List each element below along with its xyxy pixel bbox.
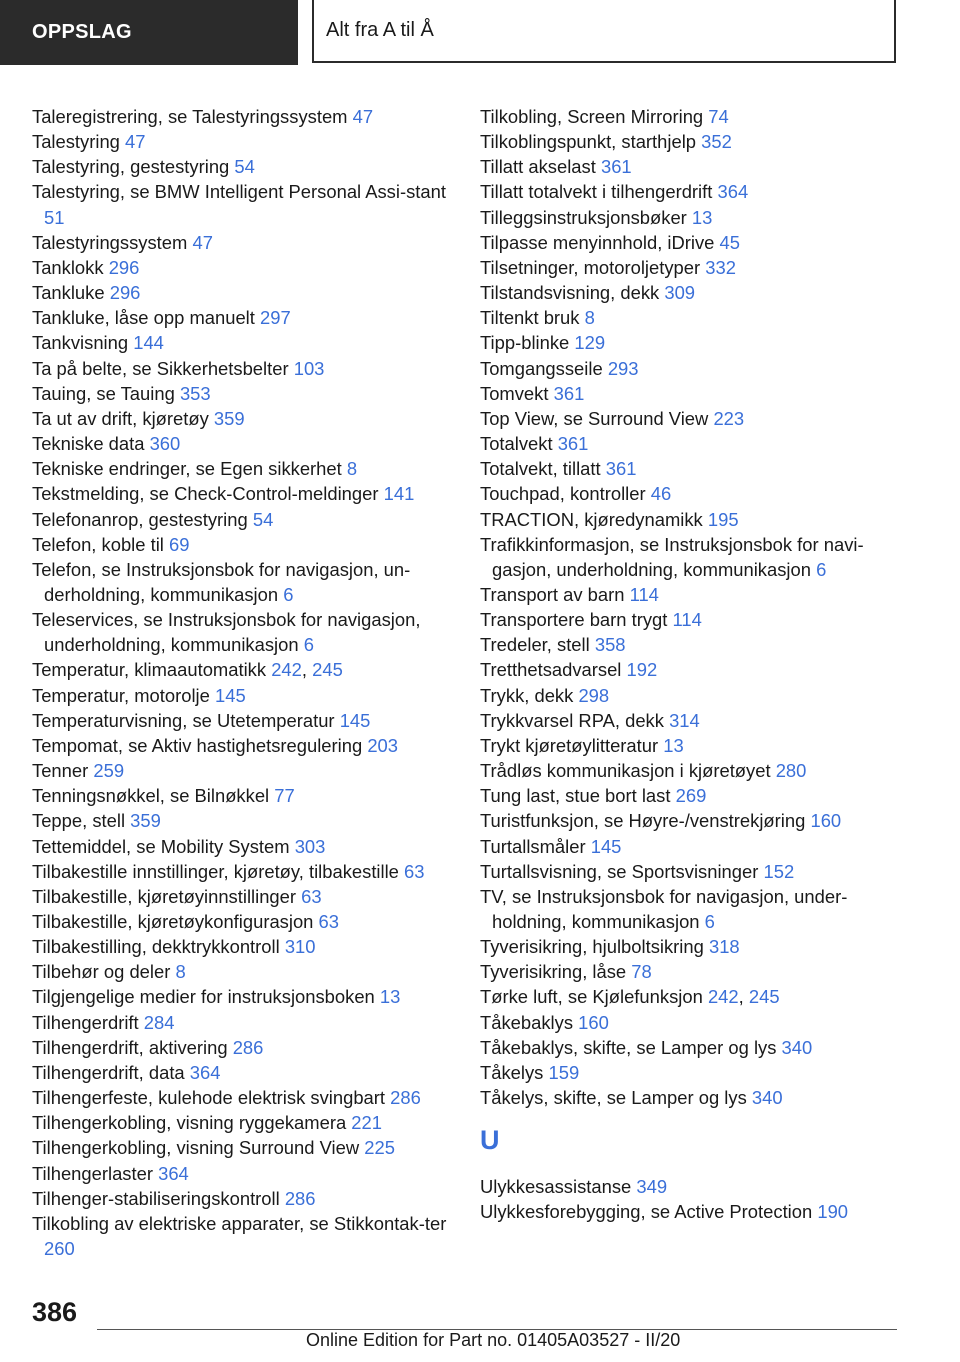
page-reference-link[interactable]: 114 bbox=[672, 609, 702, 631]
index-entry bbox=[32, 1035, 452, 1060]
index-entry-text: Teppe, stell bbox=[32, 810, 126, 832]
index-entry bbox=[32, 1135, 452, 1160]
page-reference-link[interactable]: 46 bbox=[650, 483, 672, 505]
page-reference-link[interactable]: 298 bbox=[578, 684, 610, 706]
page-reference-link[interactable]: 8 bbox=[346, 458, 358, 480]
page-reference-link[interactable]: 269 bbox=[675, 785, 707, 807]
index-entry-text: Trykt kjøretøylitteratur bbox=[480, 734, 659, 756]
index-entry-text: Tillatt totalvekt i tilhengerdrift bbox=[480, 181, 713, 203]
index-entry bbox=[480, 330, 900, 355]
edition-footer: Online Edition for Part no. 01405A03527 - II/20 bbox=[306, 1330, 681, 1350]
index-entry-text: Tilleggsinstruksjonsbøker bbox=[480, 206, 687, 228]
index-entry bbox=[32, 884, 452, 909]
page-reference-link[interactable]: 195 bbox=[707, 508, 739, 530]
index-entry-text: Tempomat, se Aktiv hastighetsregulering bbox=[32, 734, 363, 756]
index-entry-text: TRACTION, kjøredynamikk bbox=[480, 508, 703, 530]
page-reference-link[interactable]: 13 bbox=[379, 986, 401, 1008]
index-entry bbox=[480, 959, 900, 984]
index-entry bbox=[480, 758, 900, 783]
page-reference-link[interactable]: 6 bbox=[704, 911, 715, 932]
index-entry: Tørke luft, se Kjølefunksjon 242, 245 bbox=[480, 986, 780, 1008]
page-reference-link[interactable]: 63 bbox=[301, 885, 322, 907]
page-reference-link[interactable]: 47 bbox=[192, 231, 213, 253]
index-entry bbox=[32, 330, 452, 355]
index-entry-text: Tiltenkt bruk bbox=[480, 307, 580, 329]
index-entry bbox=[32, 607, 452, 657]
page-reference-link[interactable]: 359 bbox=[130, 810, 161, 832]
index-entry bbox=[480, 129, 900, 154]
index-entry-text: Tilbehør og deler bbox=[32, 961, 171, 983]
chapter-title: Alt fra A til Å bbox=[312, 0, 896, 63]
index-entry bbox=[32, 154, 452, 179]
index-entry: Temperatur, klimaautomatikk 242, 245 bbox=[32, 659, 343, 681]
page-reference-link[interactable]: 332 bbox=[705, 256, 736, 278]
page-reference-link[interactable]: 223 bbox=[713, 407, 745, 429]
page-reference-link[interactable]: 6 bbox=[283, 583, 294, 605]
index-entry bbox=[32, 179, 452, 229]
index-entry-text: Ta på belte, se Sikkerhetsbelter bbox=[32, 357, 289, 379]
page-reference-link[interactable]: 340 bbox=[751, 1087, 783, 1109]
index-entry-text: Telefon, koble til bbox=[32, 533, 164, 555]
index-entry-text: Tilbakestilling, dekktrykkontroll bbox=[32, 936, 280, 958]
index-entry bbox=[480, 179, 900, 204]
page-reference-link[interactable]: 340 bbox=[781, 1036, 813, 1058]
index-entry bbox=[32, 456, 452, 481]
page-reference-link[interactable]: 45 bbox=[719, 231, 741, 253]
page-reference-link[interactable]: 192 bbox=[626, 659, 658, 681]
page-reference-link[interactable]: 297 bbox=[260, 307, 291, 329]
index-entry-text: Tåkelys, skifte, se Lamper og lys bbox=[480, 1087, 747, 1109]
index-column-left bbox=[32, 104, 452, 1261]
index-entry bbox=[480, 205, 900, 230]
index-entry-text: Tekniske data bbox=[32, 433, 145, 455]
page-reference-link[interactable]: 358 bbox=[594, 634, 626, 656]
index-entry-text: Touchpad, kontroller bbox=[480, 483, 646, 505]
index-entry-text: Temperatur, klimaautomatikk bbox=[32, 659, 267, 681]
index-entry bbox=[480, 733, 900, 758]
index-entry bbox=[480, 406, 900, 431]
index-entry bbox=[32, 1060, 452, 1085]
index-entry-text: Tauing, se Tauing bbox=[32, 382, 175, 404]
page-reference-link[interactable]: 286 bbox=[284, 1187, 316, 1209]
index-entry-text: Tilbakestille innstillinger, kjøretøy, tilbakestille bbox=[32, 860, 399, 882]
index-entry-text: Trafikkinformasjon, se Instruksjonsbok for navi‐gasjon, underholdning, kommunikasjon bbox=[480, 533, 864, 580]
section-tab: OPPSLAG bbox=[0, 0, 298, 65]
page-reference-link[interactable]: 293 bbox=[607, 357, 639, 379]
index-entry bbox=[480, 305, 900, 330]
index-entry bbox=[480, 582, 900, 607]
page-reference-link[interactable]: 359 bbox=[213, 407, 245, 429]
index-entry-text: Trykk, dekk bbox=[480, 684, 574, 706]
index-entry bbox=[32, 859, 452, 884]
index-entry-text: Ulykkesforebygging, se Active Protection bbox=[480, 1201, 813, 1223]
index-entry-text: Tilhengerkobling, visning ryggekamera bbox=[32, 1112, 347, 1134]
index-entry bbox=[480, 657, 900, 682]
page-reference-link[interactable]: 353 bbox=[179, 382, 211, 404]
index-entry bbox=[32, 934, 452, 959]
index-entry bbox=[32, 783, 452, 808]
index-entry-text: Tankluke, låse opp manuelt bbox=[32, 307, 255, 329]
index-entry bbox=[480, 1060, 900, 1085]
page-reference-link[interactable]: 160 bbox=[810, 810, 842, 832]
index-entry-text: Talestyring, se BMW Intelligent Personal Assi‐stant bbox=[32, 181, 446, 203]
index-entry-text: Tilhengerfeste, kulehode elektrisk svingbart bbox=[32, 1087, 386, 1109]
index-entry bbox=[480, 808, 900, 833]
page-reference-link[interactable]: 63 bbox=[318, 911, 340, 932]
page-reference-link[interactable]: 310 bbox=[284, 936, 316, 958]
page-reference-link[interactable]: 245 bbox=[312, 659, 343, 681]
index-list-t-continued bbox=[480, 104, 900, 1110]
index-entry-text: Telefon, se Instruksjonsbok for navigasjon, un‐derholdning, kommunikasjon bbox=[32, 558, 411, 605]
index-entry-text: Trykkvarsel RPA, dekk bbox=[480, 709, 664, 731]
index-entry bbox=[32, 758, 452, 783]
index-entry bbox=[32, 959, 452, 984]
index-entry bbox=[32, 507, 452, 532]
index-entry bbox=[480, 632, 900, 657]
page-reference-link[interactable]: 360 bbox=[149, 433, 181, 455]
index-entry bbox=[32, 1161, 452, 1186]
page-reference-link[interactable]: 144 bbox=[133, 332, 164, 354]
page-reference-link[interactable]: 361 bbox=[557, 433, 589, 455]
index-entry-text: Tomgangsseile bbox=[480, 357, 603, 379]
index-entry-text: Tenner bbox=[32, 760, 89, 782]
index-entry-text: Talestyring bbox=[32, 131, 120, 153]
index-entry bbox=[32, 406, 452, 431]
page-reference-link[interactable]: 286 bbox=[232, 1036, 264, 1058]
index-entry bbox=[32, 557, 452, 607]
index-entry bbox=[480, 708, 900, 733]
index-entry bbox=[480, 1085, 900, 1110]
index-entry-text: Tomvekt bbox=[480, 382, 549, 404]
page-reference-link[interactable]: 280 bbox=[775, 760, 807, 782]
index-entry-text: Tretthetsadvarsel bbox=[480, 659, 622, 681]
page-reference-link[interactable]: 364 bbox=[717, 181, 749, 203]
index-entry-text: Ulykkesassistanse bbox=[480, 1176, 632, 1198]
index-entry bbox=[32, 733, 452, 758]
index-entry-text: Taleregistrering, se Talestyringssystem bbox=[32, 106, 348, 127]
index-entry-text: Tilhengerlaster bbox=[32, 1162, 153, 1184]
index-entry bbox=[480, 280, 900, 305]
page-reference-link[interactable]: 349 bbox=[636, 1176, 668, 1198]
index-entry-text: Tyverisikring, låse bbox=[480, 961, 627, 983]
index-entry-text: Tilbakestille, kjøretøyinnstillinger bbox=[32, 885, 297, 907]
index-entry-text: Ta ut av drift, kjøretøy bbox=[32, 407, 209, 429]
index-entry-text: Tung last, stue bort last bbox=[480, 785, 671, 807]
index-entry bbox=[480, 834, 900, 859]
index-entry-text: Talestyringssystem bbox=[32, 231, 188, 253]
page-reference-link[interactable]: 160 bbox=[578, 1011, 609, 1033]
page-reference-link[interactable]: 318 bbox=[708, 936, 740, 958]
page-reference-link[interactable]: 129 bbox=[574, 332, 606, 354]
page-reference-link[interactable]: 13 bbox=[691, 206, 713, 228]
index-list-u bbox=[480, 1174, 900, 1224]
index-entry-text: Temperatur, motorolje bbox=[32, 684, 210, 706]
page-reference-link[interactable]: 6 bbox=[816, 558, 827, 580]
index-entry-text: Top View, se Surround View bbox=[480, 407, 709, 429]
index-entry bbox=[480, 1174, 900, 1199]
index-entry-text: Tillatt akselast bbox=[480, 156, 596, 178]
page-reference-link[interactable]: 260 bbox=[44, 1238, 75, 1260]
index-entry-text: Tankvisning bbox=[32, 332, 129, 354]
page-reference-link[interactable]: 103 bbox=[293, 357, 325, 379]
index-entry-text: Tyverisikring, hjulboltsikring bbox=[480, 936, 704, 958]
index-entry-text: Tenningsnøkkel, se Bilnøkkel bbox=[32, 785, 270, 807]
index-entry-text: Tørke luft, se Kjølefunksjon bbox=[480, 986, 703, 1008]
index-entry-text: Tilkobling, Screen Mirroring bbox=[480, 106, 704, 127]
page-reference-link[interactable]: 245 bbox=[748, 986, 780, 1008]
page-reference-link[interactable]: 364 bbox=[158, 1162, 189, 1184]
page-reference-link[interactable]: 152 bbox=[763, 860, 795, 882]
page-reference-link[interactable]: 242 bbox=[271, 659, 302, 681]
index-entry-text: Turistfunksjon, se Høyre-/venstrekjøring bbox=[480, 810, 806, 832]
page-reference-link[interactable]: 361 bbox=[553, 382, 585, 404]
index-entry bbox=[480, 607, 900, 632]
index-entry bbox=[32, 909, 452, 934]
index-entry bbox=[480, 532, 900, 582]
index-entry bbox=[32, 481, 452, 506]
page-reference-link[interactable]: 8 bbox=[175, 961, 186, 983]
page-reference-link[interactable]: 242 bbox=[707, 986, 739, 1008]
page-reference-link[interactable]: 54 bbox=[234, 156, 255, 178]
page-reference-link[interactable]: 225 bbox=[364, 1137, 395, 1159]
page-reference-link[interactable]: 51 bbox=[44, 206, 65, 228]
index-entry bbox=[480, 154, 900, 179]
page-reference-link[interactable]: 221 bbox=[351, 1112, 382, 1134]
page-reference-link[interactable]: 361 bbox=[600, 156, 632, 178]
index-entry-text: Tankluke bbox=[32, 282, 105, 304]
page-reference-link[interactable]: 284 bbox=[143, 1011, 175, 1033]
page-number: 386 bbox=[32, 1297, 78, 1327]
page-reference-link[interactable]: 77 bbox=[274, 785, 295, 807]
index-entry bbox=[480, 1199, 900, 1224]
index-entry-text: Temperaturvisning, se Utetemperatur bbox=[32, 709, 335, 731]
index-entry-text: Tilhengerdrift, aktivering bbox=[32, 1036, 228, 1058]
page-reference-link[interactable]: 6 bbox=[303, 634, 314, 656]
index-entry bbox=[480, 1035, 900, 1060]
page-reference-link[interactable]: 361 bbox=[605, 458, 637, 480]
index-entry-text: Tredeler, stell bbox=[480, 634, 590, 656]
index-entry bbox=[480, 456, 900, 481]
page-reference-link[interactable]: 190 bbox=[817, 1201, 849, 1223]
index-entry-text: Tilkobling av elektriske apparater, se Stikkontak‐ter bbox=[32, 1212, 447, 1234]
index-entry-text: TV, se Instruksjonsbok for navigasjon, under‐holdning, kommunikasjon bbox=[480, 885, 848, 932]
index-entry bbox=[32, 381, 452, 406]
index-entry bbox=[480, 481, 900, 506]
index-entry-text: Tekniske endringer, se Egen sikkerhet bbox=[32, 458, 342, 480]
index-entry bbox=[32, 1211, 452, 1261]
index-entry bbox=[480, 884, 900, 934]
page-reference-link[interactable]: 78 bbox=[631, 961, 652, 983]
index-entry bbox=[32, 305, 452, 330]
index-entry bbox=[32, 532, 452, 557]
index-letter-heading: U bbox=[480, 1125, 500, 1156]
page-reference-link[interactable]: 114 bbox=[629, 583, 659, 605]
index-entry bbox=[32, 230, 452, 255]
index-entry bbox=[32, 1010, 452, 1035]
page-reference-link[interactable]: 314 bbox=[669, 709, 700, 731]
index-entry bbox=[480, 104, 900, 129]
page-reference-link[interactable]: 303 bbox=[294, 835, 326, 857]
index-entry-text: Tilbakestille, kjøretøykonfigurasjon bbox=[32, 911, 314, 932]
index-entry-text: Tåkelys bbox=[480, 1061, 544, 1083]
index-entry-text: Transport av barn bbox=[480, 583, 625, 605]
page-reference-link[interactable]: 47 bbox=[125, 131, 146, 153]
index-entry bbox=[480, 859, 900, 884]
index-entry bbox=[32, 683, 452, 708]
index-entry-text: Trådløs kommunikasjon i kjøretøyet bbox=[480, 760, 771, 782]
index-entry bbox=[480, 783, 900, 808]
index-entry bbox=[480, 356, 900, 381]
index-entry-text: Tilsetninger, motoroljetyper bbox=[480, 256, 701, 278]
index-entry-text: Tilgjengelige medier for instruksjonsboken bbox=[32, 986, 375, 1008]
index-entry bbox=[32, 255, 452, 280]
index-entry-text: Tilhengerkobling, visning Surround View bbox=[32, 1137, 360, 1159]
index-column-right bbox=[480, 104, 900, 1225]
index-entry bbox=[32, 356, 452, 381]
page-reference-link[interactable]: 145 bbox=[214, 684, 246, 706]
page-reference-link[interactable]: 145 bbox=[339, 709, 371, 731]
index-entry-text: Tekstmelding, se Check-Control-meldinger bbox=[32, 483, 379, 505]
index-entry bbox=[32, 708, 452, 733]
index-entry-text: Transportere barn trygt bbox=[480, 609, 668, 631]
page-reference-link[interactable]: 259 bbox=[93, 760, 125, 782]
page-reference-link[interactable]: 296 bbox=[109, 282, 141, 304]
index-entry-text: Tettemiddel, se Mobility System bbox=[32, 835, 290, 857]
page-reference-link[interactable]: 47 bbox=[352, 106, 374, 127]
index-entry-text: Tåkebaklys bbox=[480, 1011, 574, 1033]
page-reference-link[interactable]: 145 bbox=[590, 835, 622, 857]
index-entry-text: Tilpasse menyinnhold, iDrive bbox=[480, 231, 715, 253]
index-entry-text: Turtallsmåler bbox=[480, 835, 586, 857]
index-entry-text: Tilhengerdrift bbox=[32, 1011, 139, 1033]
index-entry bbox=[32, 1186, 452, 1211]
index-entry-text: Tanklokk bbox=[32, 256, 104, 278]
index-entry bbox=[32, 808, 452, 833]
index-entry-text: Tilstandsvisning, dekk bbox=[480, 282, 660, 304]
index-entry-text: Tåkebaklys, skifte, se Lamper og lys bbox=[480, 1036, 777, 1058]
index-entry bbox=[32, 104, 452, 129]
index-entry-text: Tipp-blinke bbox=[480, 332, 570, 354]
page-reference-link[interactable]: 364 bbox=[189, 1061, 221, 1083]
page-reference-link[interactable]: 203 bbox=[367, 734, 398, 756]
index-entry bbox=[32, 834, 452, 859]
index-entry bbox=[32, 129, 452, 154]
index-entry-text: Telefonanrop, gestestyring bbox=[32, 508, 248, 530]
page-reference-link[interactable]: 141 bbox=[383, 483, 415, 505]
index-entry bbox=[480, 230, 900, 255]
index-entry bbox=[480, 255, 900, 280]
index-entry-text: Turtallsvisning, se Sportsvisninger bbox=[480, 860, 759, 882]
index-entry bbox=[480, 381, 900, 406]
index-entry bbox=[32, 1085, 452, 1110]
page-reference-link[interactable]: 309 bbox=[664, 282, 696, 304]
index-entry bbox=[480, 683, 900, 708]
index-entry bbox=[480, 1010, 900, 1035]
index-entry-text: Totalvekt bbox=[480, 433, 553, 455]
page-reference-link[interactable]: 69 bbox=[169, 533, 190, 555]
index-entry bbox=[32, 280, 452, 305]
index-entry-text: Teleservices, se Instruksjonsbok for navigasjon, underholdning, kommunikasjon bbox=[32, 609, 421, 656]
page-reference-link[interactable]: 8 bbox=[584, 307, 595, 329]
page-reference-link[interactable]: 54 bbox=[252, 508, 274, 530]
index-entry bbox=[480, 431, 900, 456]
page-header bbox=[0, 0, 960, 65]
index-entry bbox=[32, 1110, 452, 1135]
index-entry-text: Tilhengerdrift, data bbox=[32, 1061, 185, 1083]
index-entry bbox=[480, 934, 900, 959]
index-entry-text: Talestyring, gestestyring bbox=[32, 156, 230, 178]
page-reference-link[interactable]: 286 bbox=[390, 1087, 421, 1109]
page-reference-link[interactable]: 296 bbox=[108, 256, 140, 278]
index-entry-text: Tilkoblingspunkt, starthjelp bbox=[480, 131, 697, 153]
page-reference-link[interactable]: 63 bbox=[404, 860, 425, 882]
page-reference-link[interactable]: 352 bbox=[701, 131, 732, 153]
index-entry bbox=[480, 507, 900, 532]
index-entry-text: Totalvekt, tillatt bbox=[480, 458, 601, 480]
page-reference-link[interactable]: 159 bbox=[548, 1061, 580, 1083]
index-entry bbox=[32, 431, 452, 456]
index-entry-text: Tilhenger-stabiliseringskontroll bbox=[32, 1187, 280, 1209]
page-reference-link[interactable]: 13 bbox=[663, 734, 684, 756]
index-entry bbox=[32, 984, 452, 1009]
page-reference-link[interactable]: 74 bbox=[708, 106, 729, 127]
